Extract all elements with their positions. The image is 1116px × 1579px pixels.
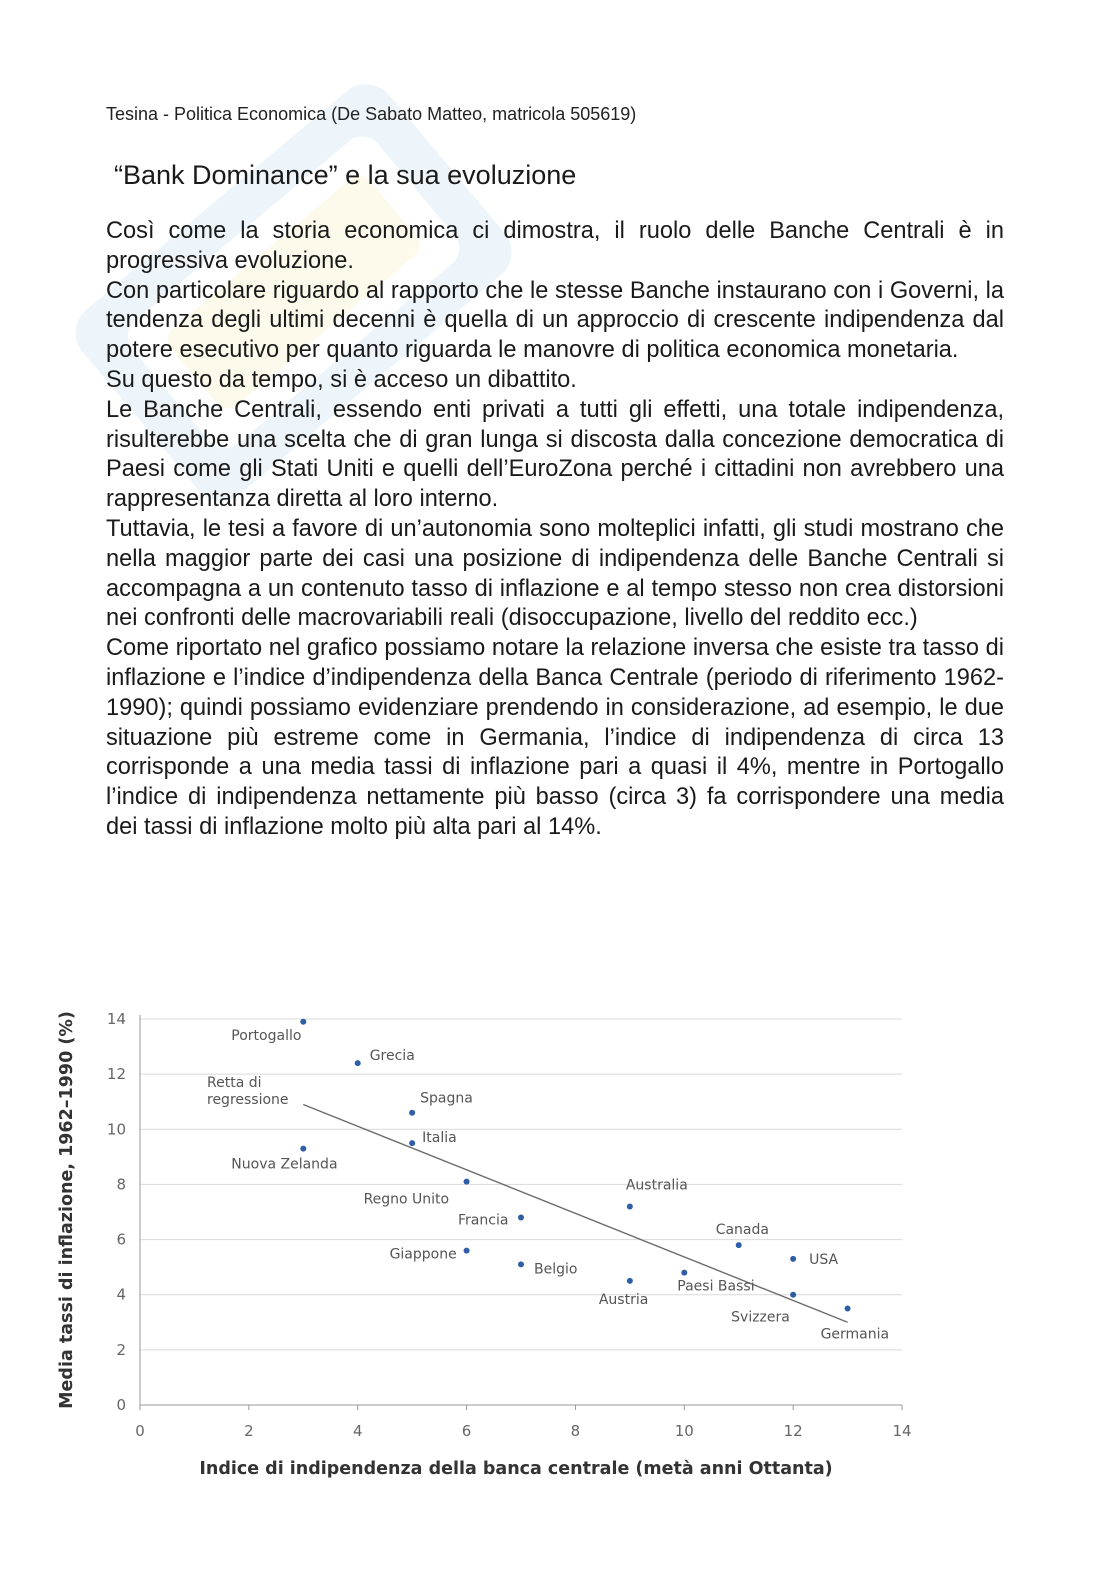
y-tick-label: 6 [116,1230,126,1249]
data-point [790,1292,796,1298]
data-point [627,1278,633,1284]
data-point [355,1060,361,1066]
y-tick-label: 2 [116,1340,126,1359]
x-tick-label: 4 [352,1422,363,1440]
paragraph: Come riportato nel grafico possiamo notare la relazione inversa che esiste tra tasso di inflazione e l’indice d’indipendenza della Banca Centrale (periodo di riferimento 1962-1990); quindi possiamo evidenziare prendendo in considerazione, ad esempio, le due situazione più estreme come in Germania, l’indice di indipendenza di circa 13 corrisponde a una media tassi di inflazione pari a quasi il 4%, mentre in Portogallo l’indice di indipendenza nettamente più basso (circa 3) fa corrispondere una media dei tassi di inflazione molto più alta pari al 14%. [106,635,1004,840]
data-point-label: Svizzera [731,1309,790,1326]
x-tick-label: 2 [244,1422,254,1440]
data-point [627,1203,633,1209]
data-point-label: Canada [715,1222,769,1239]
x-tick-label: 14 [892,1422,912,1440]
data-point [409,1110,415,1116]
data-point [790,1256,796,1262]
data-point-label: Germania [820,1326,890,1343]
data-point-label: Belgio [534,1261,578,1278]
data-point [845,1306,851,1312]
data-point [464,1179,470,1185]
data-point-label: Italia [422,1130,457,1147]
regression-line-label: Retta di regressione [207,1075,289,1108]
document-header: Tesina - Politica Economica (De Sabato Matteo, matricola 505619) [106,104,637,124]
document-title: “Bank Dominance” e la sua evoluzione [114,160,577,190]
data-point-label: Austria [598,1291,649,1308]
x-tick-label: 0 [135,1422,145,1440]
y-tick-label: 4 [116,1285,126,1304]
data-point [409,1140,415,1146]
paragraph: Così come la storia economica ci dimostra, il ruolo delle Banche Centrali è in progressiva evoluzione. [106,218,1004,274]
y-tick-label: 12 [106,1065,126,1084]
data-point [736,1242,742,1248]
data-point-label: Regno Unito [363,1191,450,1208]
y-tick-label: 8 [116,1175,126,1194]
x-tick-label: 6 [461,1422,472,1440]
y-tick-label: 14 [106,1010,126,1028]
y-tick-label: 10 [106,1120,126,1139]
data-point-label: Francia [458,1212,509,1229]
paragraph: Le Banche Centrali, essendo enti privati a tutti gli effetti, una totale indipendenza, risulterebbe una scelta che di gran lunga si discosta dalla concezione democratica di Paesi come gli Stati Uniti e quelli dell’EuroZona perché i cittadini non avrebbero una rappresentanza diretta al loro interno. [106,396,1004,513]
y-axis-title: Media tassi di inflazione, 1962–1990 (%) [57,1011,77,1409]
data-point [681,1270,687,1276]
regression-line [303,1104,847,1322]
x-tick-label: 12 [783,1422,803,1440]
x-axis-title: Indice di indipendenza della banca centrale (metà anni Ottanta) [199,1459,833,1479]
data-point-label: Paesi Bassi [677,1278,755,1295]
paragraph: Su questo da tempo, si è acceso un dibattito. [106,366,577,393]
y-tick-label: 0 [116,1396,126,1414]
data-point [518,1215,524,1221]
x-tick-label: 10 [674,1422,694,1440]
paragraph: Tuttavia, le tesi a favore di un’autonomia sono molteplici infatti, gli studi mostrano che nella maggior parte dei casi una posizione di indipendenza delle Banche Centrali si accompagna a un contenuto tasso di inflazione e al tempo stesso non crea distorsioni nei confronti delle macrovariabili reali (disoccupazione, livello del reddito ecc.) [106,515,1004,632]
data-point [518,1261,524,1267]
x-tick-label: 8 [570,1422,581,1440]
data-point-label: Grecia [369,1048,415,1065]
data-point [300,1146,306,1152]
data-point-label: Giappone [389,1246,457,1263]
paragraph: Con particolare riguardo al rapporto che le stesse Banche instaurano con i Governi, la tendenza degli ultimi decenni è quella di un approccio di crescente indipendenza dal potere esecutivo per quanto riguarda le manovre di politica economica monetaria. [106,277,1004,364]
inflation-scatter-chart [40,985,940,1495]
data-point [300,1019,306,1025]
data-point-label: Australia [625,1177,688,1194]
data-point-label: USA [809,1251,839,1268]
data-point-label: Portogallo [231,1027,302,1044]
data-point-label: Spagna [420,1090,473,1107]
body-text [106,217,1004,843]
data-point [464,1248,470,1254]
data-point-label: Nuova Zelanda [231,1156,338,1173]
